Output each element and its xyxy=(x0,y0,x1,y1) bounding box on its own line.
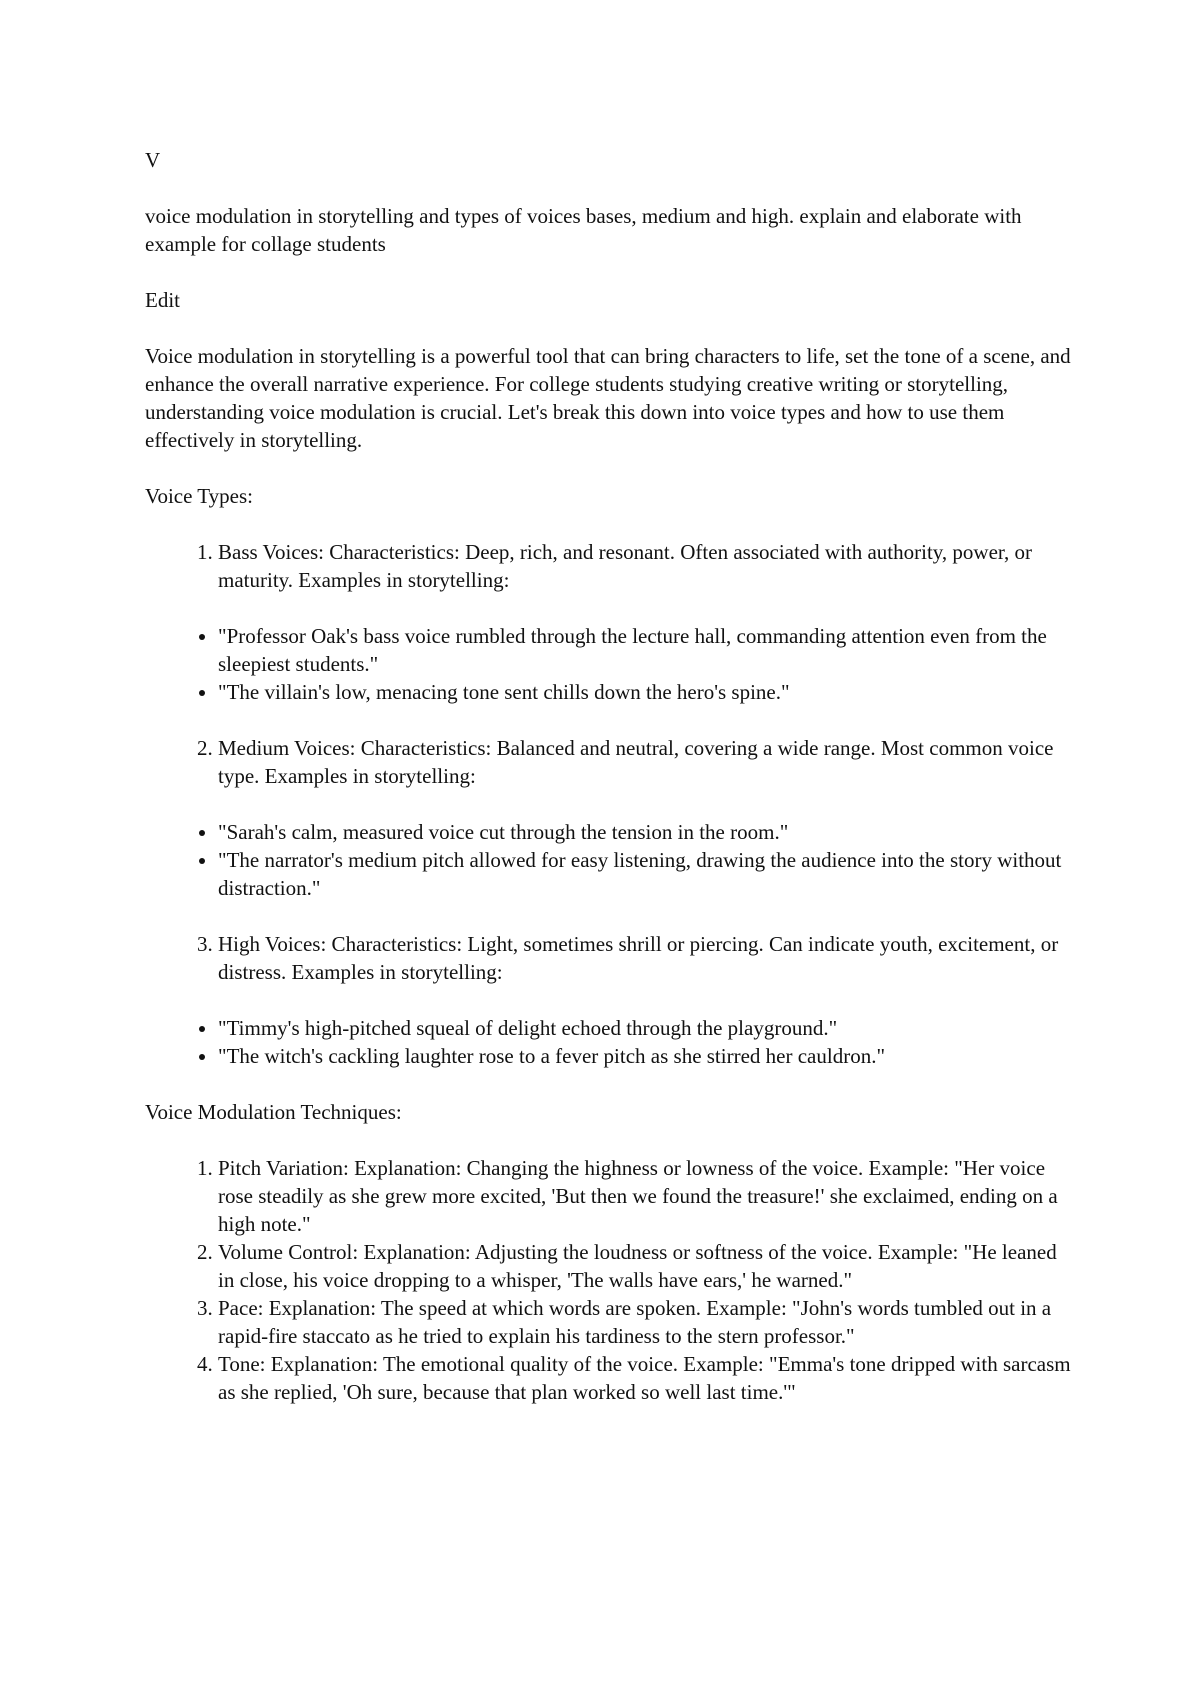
document-page xyxy=(145,146,1075,1434)
voice-type-examples-3 xyxy=(145,1014,1075,1070)
example-item: • "Professor Oak's bass voice rumbled through the lecture hall, commanding attention even from the sleepiest students." xyxy=(218,622,1075,678)
edit-label: Edit xyxy=(145,288,180,312)
technique-item: 3. Pace: Explanation: The speed at which words are spoken. Example: "John's words tumbled out in a rapid-fire staccato as he tried to explain his tardiness to the stern professor." xyxy=(218,1294,1075,1350)
user-prompt: voice modulation in storytelling and types of voices bases, medium and high. explain and elaborate with example for collage students xyxy=(145,204,1022,256)
example-item: • "The villain's low, menacing tone sent chills down the hero's spine." xyxy=(218,678,1075,706)
technique-item: 4. Tone: Explanation: The emotional quality of the voice. Example: "Emma's tone dripped with sarcasm as she replied, 'Oh sure, because that plan worked so well last time.'" xyxy=(218,1350,1075,1406)
voice-type-list-3 xyxy=(145,930,1075,986)
techniques-heading: Voice Modulation Techniques: xyxy=(145,1100,402,1124)
voice-type-examples-2 xyxy=(145,818,1075,902)
technique-item: 1. Pitch Variation: Explanation: Changing the highness or lowness of the voice. Example: "Her voice rose steadily as she grew more excited, 'But then we found the treasure!' she exclaimed, ending on a high note." xyxy=(218,1154,1075,1238)
example-item: • "The narrator's medium pitch allowed for easy listening, drawing the audience into the story without distraction." xyxy=(218,846,1075,902)
example-item: • "The witch's cackling laughter rose to a fever pitch as she stirred her cauldron." xyxy=(218,1042,1075,1070)
voice-type-list-2 xyxy=(145,734,1075,790)
techniques-list xyxy=(145,1154,1075,1406)
header-letter: V xyxy=(145,148,161,172)
voice-type-item: 3. High Voices: Characteristics: Light, sometimes shrill or piercing. Can indicate youth, excitement, or distress. Examples in storytelling: xyxy=(218,930,1075,986)
voice-type-list-1 xyxy=(145,538,1075,594)
intro-paragraph: Voice modulation in storytelling is a powerful tool that can bring characters to life, set the tone of a scene, and enhance the overall narrative experience. For college students studying creative writing or storytelling, understanding voice modulation is crucial. Let's break this down into voice types and how to use them effectively in storytelling. xyxy=(145,344,1071,452)
voice-type-item: 1. Bass Voices: Characteristics: Deep, rich, and resonant. Often associated with authority, power, or maturity. Examples in storytelling: xyxy=(218,538,1075,594)
voice-types-heading: Voice Types: xyxy=(145,484,253,508)
voice-type-examples-1 xyxy=(145,622,1075,706)
voice-type-item: 2. Medium Voices: Characteristics: Balanced and neutral, covering a wide range. Most common voice type. Examples in storytelling: xyxy=(218,734,1075,790)
technique-item: 2. Volume Control: Explanation: Adjusting the loudness or softness of the voice. Example: "He leaned in close, his voice dropping to a whisper, 'The walls have ears,' he warned." xyxy=(218,1238,1075,1294)
example-item: • "Timmy's high-pitched squeal of delight echoed through the playground." xyxy=(218,1014,1075,1042)
example-item: • "Sarah's calm, measured voice cut through the tension in the room." xyxy=(218,818,1075,846)
